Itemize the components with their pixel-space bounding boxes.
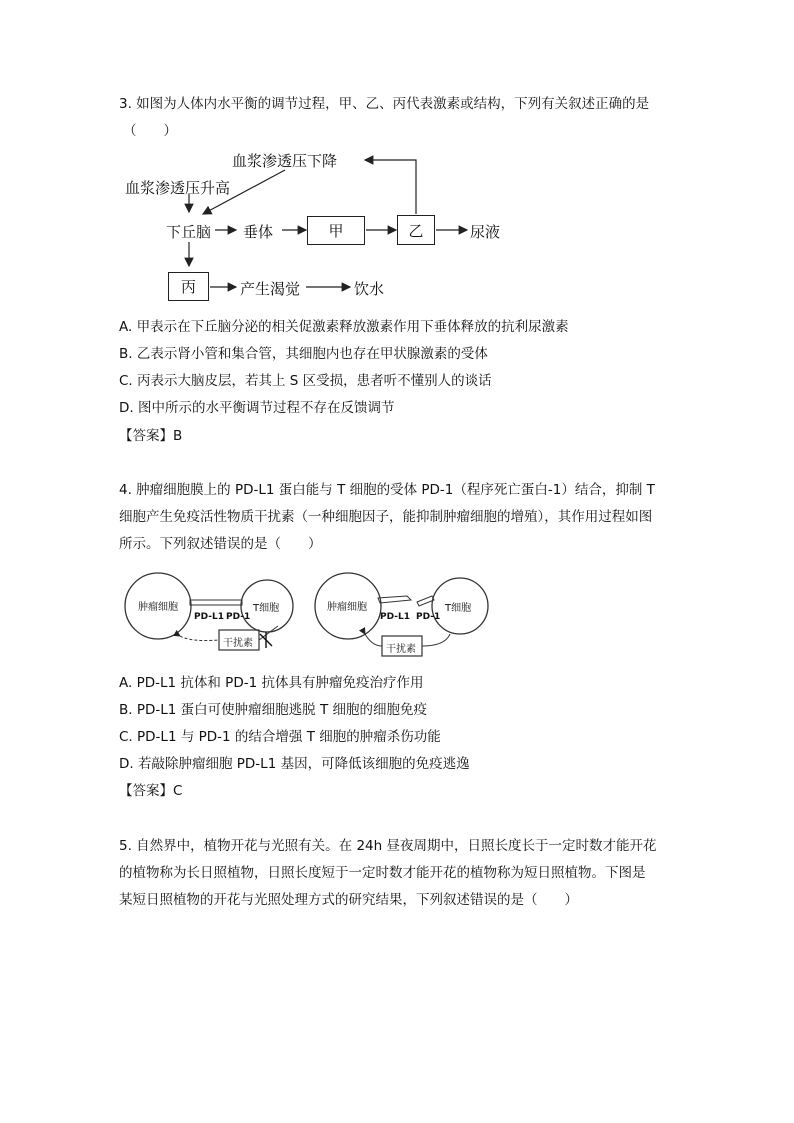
label-hypothalamus: 下丘脑	[166, 223, 212, 241]
q3-stem: 3. 如图为人体内水平衡的调节过程，甲、乙、丙代表激素或结构，下列有关叙述正确的是	[119, 96, 650, 112]
box-yi: 乙	[397, 215, 435, 245]
q4-stem-line-2: 细胞产生免疫活性物质干扰素（一种细胞因子，能抑制肿瘤细胞的增殖），其作用过程如图	[119, 509, 653, 525]
tumor-label-left: 肿瘤细胞	[138, 602, 178, 613]
q3-option-c: C. 丙表示大脑皮层，若其上 S 区受损，患者听不懂别人的谈话	[119, 373, 492, 389]
q3-arrows	[0, 0, 794, 310]
tcell-label-left: T细胞	[253, 603, 280, 614]
label-plasma-down: 血浆渗透压下降	[232, 152, 338, 170]
tcell-label-right: T细胞	[445, 603, 472, 614]
label-urine: 尿液	[470, 223, 501, 241]
q4-option-a: A. PD-L1 抗体和 PD-1 抗体具有肿瘤免疫治疗作用	[119, 675, 424, 691]
q3-option-b: B. 乙表示肾小管和集合管，其细胞内也存在甲状腺激素的受体	[119, 346, 488, 362]
ifn-arrow-to-tumor	[365, 634, 382, 646]
tcell-to-ifn-line	[259, 626, 278, 640]
q5-stem-line-1: 5. 自然界中，植物开花与光照有关。在 24h 昼夜周期中，日照长度长于一定时数才能开花	[119, 838, 657, 854]
ifn-label-right: 干扰素	[386, 644, 416, 655]
q3-option-d: D. 图中所示的水平衡调节过程不存在反馈调节	[119, 400, 395, 416]
box-bing: 丙	[168, 272, 209, 301]
q5-stem-line-2: 的植物称为长日照植物，日照长度短于一定时数才能开花的植物称为短日照植物。下图是	[119, 865, 646, 881]
tumor-label-right: 肿瘤细胞	[327, 602, 367, 613]
label-drink: 饮水	[354, 280, 385, 298]
q3-answer: 【答案】B	[119, 428, 183, 444]
q4-figure-shapes	[120, 570, 500, 665]
tcell-to-ifn-right	[422, 634, 450, 646]
q5-stem-line-3: 某短日照植物的开花与光照处理方式的研究结果，下列叙述错误的是（ ）	[119, 892, 578, 908]
q4-stem-line-1: 4. 肿瘤细胞膜上的 PD-L1 蛋白能与 T 细胞的受体 PD-1（程序死亡蛋白-1）结合，抑制 T	[119, 482, 655, 498]
ifn-dashed-arrow	[180, 636, 219, 641]
pdl1-label-left: PD-L1	[194, 612, 224, 622]
pdl1-free	[378, 596, 411, 603]
pd1-label-left: PD-1	[226, 612, 251, 622]
box-jia: 甲	[307, 216, 365, 245]
label-pituitary: 垂体	[243, 223, 274, 241]
pdl1-pd1-bound	[190, 600, 242, 605]
q3-paren: （ ）	[123, 123, 177, 139]
q4-option-b: B. PD-L1 蛋白可使肿瘤细胞逃脱 T 细胞的细胞免疫	[119, 702, 427, 718]
label-plasma-up: 血浆渗透压升高	[125, 179, 231, 197]
q4-option-c: C. PD-L1 与 PD-1 的结合增强 T 细胞的肿瘤杀伤功能	[119, 729, 441, 745]
ifn-label-left: 干扰素	[223, 638, 253, 649]
label-thirst: 产生渴觉	[240, 280, 301, 298]
q4-figure	[120, 570, 500, 665]
q4-option-d: D. 若敲除肿瘤细胞 PD-L1 基因，可降低该细胞的免疫逃逸	[119, 756, 470, 772]
pd1-label-right: PD-1	[416, 612, 441, 622]
q3-option-a: A. 甲表示在下丘脑分泌的相关促激素释放激素作用下垂体释放的抗利尿激素	[119, 319, 569, 335]
q4-stem-line-3: 所示。下列叙述错误的是（ ）	[119, 536, 322, 552]
q3-diagram	[0, 0, 794, 310]
q4-answer: 【答案】C	[119, 783, 183, 799]
pdl1-label-right: PD-L1	[380, 612, 410, 622]
